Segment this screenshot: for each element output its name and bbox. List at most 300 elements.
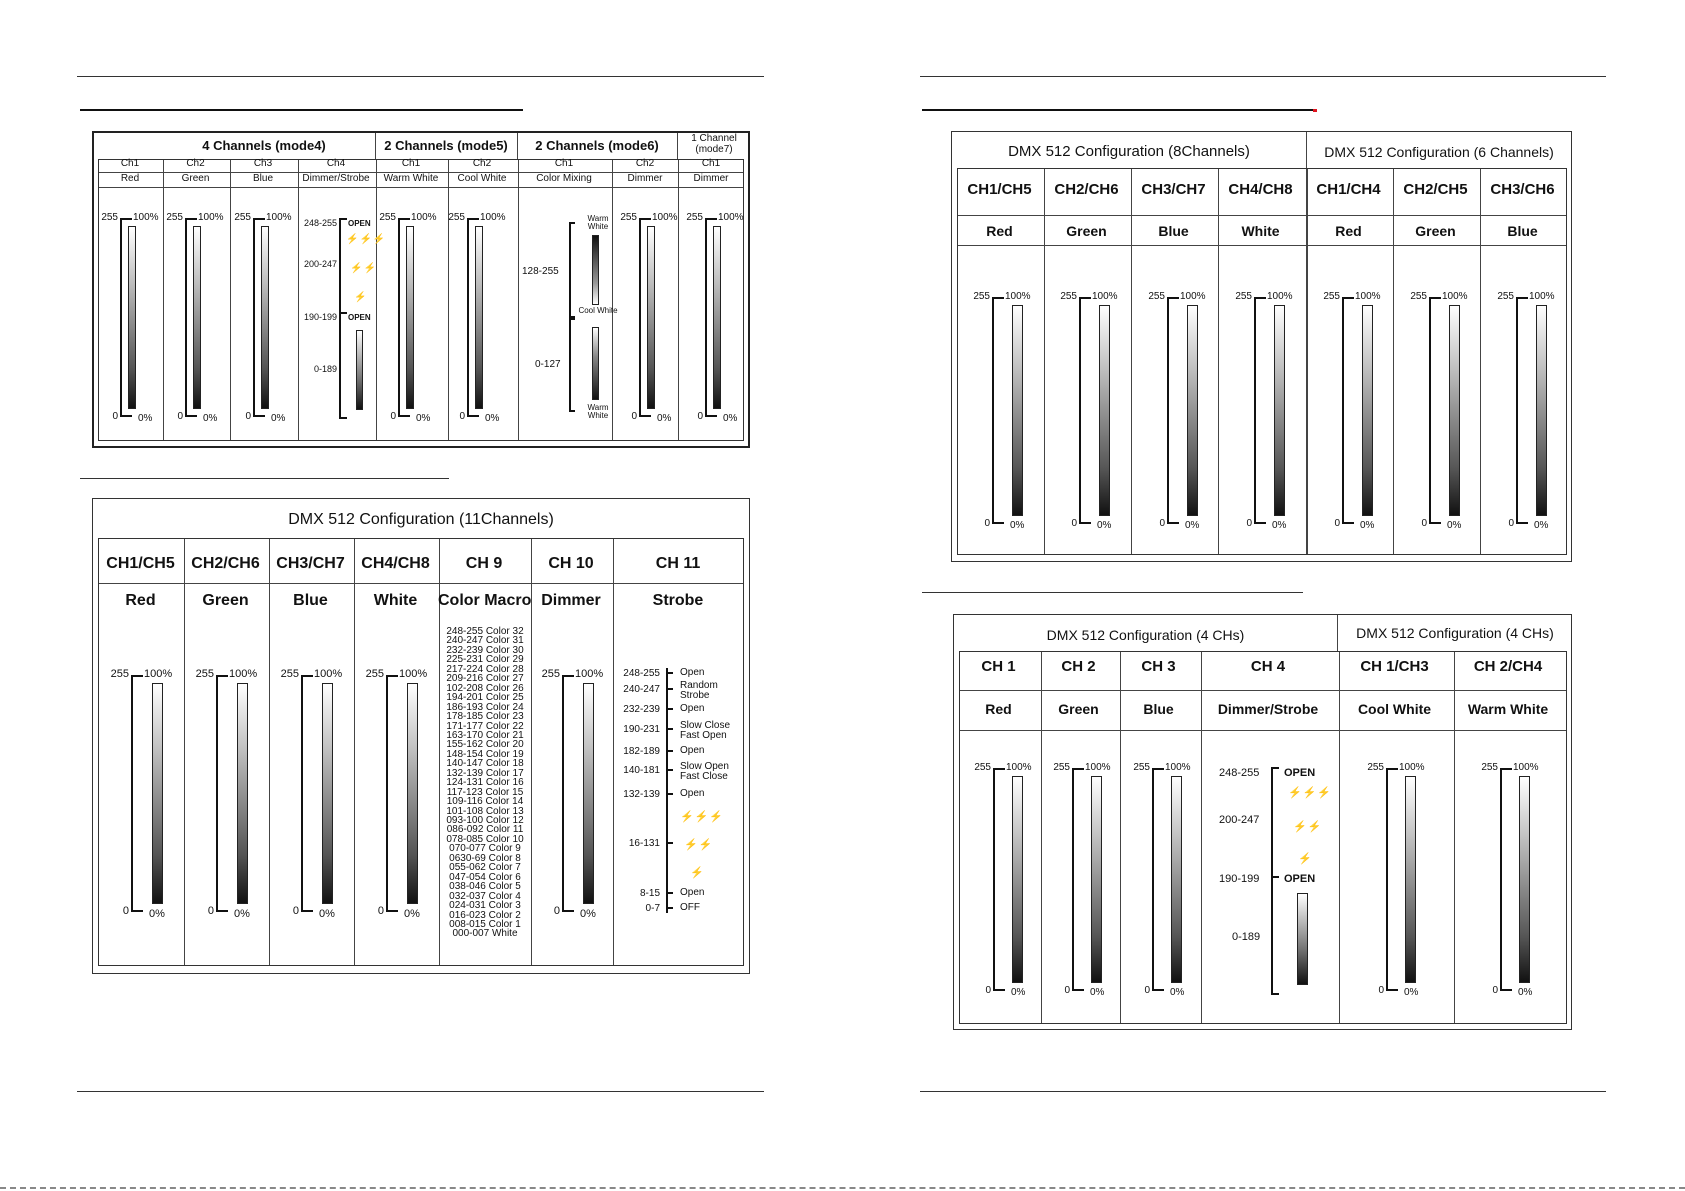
fader-bottom-value: 0 — [1421, 518, 1427, 529]
fader-top-value: 255 — [1367, 762, 1384, 773]
fader-top-value: 255 — [686, 212, 703, 223]
fader-bracket — [993, 768, 1005, 991]
macro-entry: 032-037 Color 4 — [449, 890, 521, 902]
fader-bottom-pct: 0% — [1534, 520, 1549, 531]
spine-tick — [339, 417, 347, 419]
function-label: Dimmer/Strobe — [1217, 701, 1319, 717]
strobe-desc: Open — [680, 667, 705, 678]
dimmer-strobe-spine — [1271, 767, 1273, 993]
fader-top-value: 255 — [166, 212, 183, 223]
strobe-range: 190-231 — [623, 724, 660, 735]
fader-bar — [1091, 776, 1102, 983]
range-label: 200-247 — [304, 259, 338, 269]
strobe-tick — [666, 708, 673, 710]
fader-bottom-pct: 0% — [404, 907, 420, 920]
macro-entry: 117-123 Color 15 — [446, 786, 524, 798]
fader-top-pct: 100% — [1006, 762, 1032, 773]
macro-entry: 093-100 Color 12 — [446, 815, 524, 826]
fader-bottom-value: 0 — [1508, 518, 1514, 529]
macro-entry: 0630-69 Color 8 — [449, 852, 521, 864]
macro-entry: 070-077 Color 9 — [449, 843, 521, 855]
fader-top-pct: 100% — [480, 212, 506, 223]
macro-entry: 109-116 Color 14 — [446, 796, 524, 808]
strobe-tick — [666, 892, 673, 894]
channel-label: Ch1 — [701, 158, 721, 169]
fader-bracket — [1152, 768, 1164, 991]
fader-bar — [1405, 776, 1416, 983]
channel-label: CH 2 — [1061, 658, 1096, 675]
fader-bar — [1187, 305, 1198, 516]
fader-bar — [1519, 776, 1530, 983]
strobe-desc: Open — [680, 887, 705, 898]
fader-top-pct: 100% — [718, 212, 744, 223]
function-label: Green — [1415, 223, 1456, 239]
fader-bottom-pct: 0% — [1185, 520, 1200, 531]
color-mix-bracket-hi — [569, 222, 575, 318]
macro-entry: 155-162 Color 20 — [446, 739, 524, 751]
fader-top-value: 255 — [379, 212, 396, 223]
lightning-icon: ⚡⚡⚡ — [1288, 787, 1333, 799]
fader-top-value: 255 — [1497, 291, 1514, 302]
function-label: Strobe — [652, 592, 704, 609]
spine-tick — [1271, 993, 1279, 995]
fader-bar — [1297, 893, 1308, 985]
strobe-desc: OFF — [680, 902, 700, 913]
strobe-desc: Open — [680, 788, 705, 799]
fader-bar — [406, 226, 414, 409]
panel-title: DMX 512 Configuration (8Channels) — [1008, 143, 1250, 160]
panel-title: DMX 512 Configuration (4 CHs) — [1046, 627, 1245, 643]
fader-top-pct: 100% — [1005, 291, 1031, 302]
function-label: Green — [1066, 223, 1107, 239]
fader-bottom-pct: 0% — [203, 413, 218, 424]
lightning-icon: ⚡ — [354, 292, 368, 303]
channel-label: CH 1/CH3 — [1360, 658, 1429, 675]
fader-bar — [152, 683, 163, 904]
fader-bottom-value: 0 — [122, 905, 129, 918]
fader-top-value: 255 — [1060, 291, 1077, 302]
macro-entry: 000-007 White — [452, 928, 518, 940]
channel-label: CH1/CH5 — [106, 555, 175, 572]
fader-bottom-value: 0 — [631, 411, 637, 422]
fader-top-pct: 100% — [1267, 291, 1293, 302]
fader-bottom-pct: 0% — [723, 413, 738, 424]
fader-bottom-pct: 0% — [1090, 987, 1105, 998]
fader-bar — [1012, 305, 1023, 516]
panel-4-chs — [953, 614, 1572, 1030]
macro-entry: 086-092 Color 11 — [446, 824, 524, 836]
function-label: Dimmer — [627, 173, 663, 184]
macro-entry: 217-224 Color 28 — [446, 663, 524, 675]
strobe-tick — [666, 769, 673, 771]
macro-entry: 124-131 Color 16 — [446, 777, 524, 789]
fader-bottom-pct: 0% — [580, 907, 596, 920]
macro-entry: 232-239 Color 30 — [446, 644, 524, 656]
fader-bottom-value: 0 — [1492, 985, 1498, 996]
dimmer-strobe-spine — [339, 218, 341, 418]
color-mix-bar-hi — [592, 235, 599, 305]
strobe-range: 132-139 — [623, 789, 660, 800]
fader-bottom-value: 0 — [1071, 518, 1077, 529]
section-rule-a — [80, 109, 523, 111]
right-page-bottom-rule — [920, 1091, 1606, 1092]
function-label: Blue — [252, 173, 273, 184]
macro-entry: 102-208 Color 26 — [446, 682, 524, 694]
fader-bracket — [992, 297, 1004, 524]
channel-label: Ch2 — [186, 158, 205, 169]
fader-bottom-pct: 0% — [1010, 520, 1025, 531]
section-rule-d — [922, 592, 1303, 593]
color-mix-bar-lo — [592, 327, 599, 400]
fader-bottom-value: 0 — [1246, 518, 1252, 529]
fader-bracket — [1386, 768, 1398, 991]
fader-bottom-value: 0 — [697, 411, 703, 422]
fader-bracket — [562, 675, 574, 912]
open-label: OPEN — [348, 313, 371, 322]
lightning-icon: ⚡⚡ — [684, 839, 714, 851]
channel-label: CH3/CH7 — [1141, 181, 1206, 198]
channel-label: CH 9 — [465, 555, 503, 572]
fader-bottom-pct: 0% — [1011, 987, 1026, 998]
channel-label: CH3/CH7 — [276, 555, 345, 572]
lightning-icon: ⚡ — [690, 867, 705, 879]
fader-bottom-pct: 0% — [657, 413, 672, 424]
function-label: Blue — [1158, 223, 1189, 239]
fader-bar — [1099, 305, 1110, 516]
strobe-tick — [666, 672, 673, 674]
range-label: 0-189 — [1232, 931, 1261, 943]
function-label: Red — [1335, 223, 1362, 239]
fader-bottom-pct: 0% — [1518, 987, 1533, 998]
spine-tick — [1271, 876, 1279, 878]
fader-bar — [356, 330, 363, 410]
strobe-desc: Random Strobe — [680, 680, 718, 701]
fader-bracket — [1516, 297, 1528, 524]
function-label: Green — [202, 592, 249, 609]
function-label: Color Macro — [438, 592, 532, 609]
function-label: Warm White — [1467, 701, 1549, 717]
left-page-top-rule — [77, 76, 764, 77]
channel-label: CH1/CH4 — [1316, 181, 1381, 198]
fader-bottom-pct: 0% — [485, 413, 500, 424]
range-label: 200-247 — [1219, 814, 1260, 826]
open-label: OPEN — [1284, 767, 1316, 779]
open-label: OPEN — [1284, 873, 1316, 885]
function-label: White — [373, 592, 418, 609]
channel-label: CH4/CH8 — [361, 555, 430, 572]
fader-bottom-value: 0 — [1064, 985, 1070, 996]
fader-top-value: 255 — [620, 212, 637, 223]
fader-bar — [1012, 776, 1023, 983]
panel-title: DMX 512 Configuration (4 CHs) — [1356, 625, 1554, 641]
fader-top-pct: 100% — [144, 668, 173, 681]
fader-bracket — [1500, 768, 1512, 991]
fader-bottom-pct: 0% — [1447, 520, 1462, 531]
fader-bottom-pct: 0% — [416, 413, 431, 424]
fader-bottom-value: 0 — [177, 411, 183, 422]
macro-entry: 248-255 Color 32 — [446, 626, 524, 637]
fader-bar — [1171, 776, 1182, 983]
strobe-desc: Open — [680, 703, 705, 714]
fader-bottom-pct: 0% — [138, 413, 153, 424]
range-label: 248-255 — [1219, 767, 1260, 779]
fader-top-value: 255 — [1410, 291, 1427, 302]
channel-label: CH 1 — [981, 658, 1016, 675]
fader-bottom-pct: 0% — [1097, 520, 1112, 531]
fader-bar — [237, 683, 248, 904]
fader-top-pct: 100% — [575, 668, 604, 681]
fader-bottom-value: 0 — [245, 411, 251, 422]
fader-bar — [1536, 305, 1547, 516]
macro-entry: 047-054 Color 6 — [449, 871, 521, 883]
fader-bottom-pct: 0% — [1170, 987, 1185, 998]
section-rule-c — [922, 109, 1313, 111]
group-title: 2 Channels (mode6) — [535, 138, 659, 153]
tone-label: Warm White — [587, 214, 609, 231]
fader-bracket — [1167, 297, 1179, 524]
channel-label: CH2/CH6 — [191, 555, 260, 572]
channel-label: CH 4 — [1250, 658, 1286, 675]
function-label: Cool White — [1357, 701, 1432, 717]
fader-bottom-pct: 0% — [1272, 520, 1287, 531]
fader-bottom-value: 0 — [1144, 985, 1150, 996]
fader-top-value: 255 — [1133, 762, 1150, 773]
page-edge-dash — [0, 1187, 1685, 1189]
fader-top-value: 255 — [1481, 762, 1498, 773]
channel-label: CH 2/CH4 — [1473, 658, 1543, 675]
fader-bottom-value: 0 — [207, 905, 214, 918]
range-label: 248-255 — [304, 218, 338, 228]
fader-bar — [475, 226, 483, 409]
channel-label: CH1/CH5 — [967, 181, 1032, 198]
lightning-icon: ⚡⚡⚡ — [680, 811, 725, 823]
fader-top-pct: 100% — [1085, 762, 1111, 773]
strobe-range: 16-131 — [628, 838, 660, 849]
fader-bar — [128, 226, 136, 409]
fader-bottom-value: 0 — [377, 905, 384, 918]
fader-bracket — [1072, 768, 1084, 991]
macro-entry: 140-147 Color 18 — [446, 758, 524, 770]
fader-bracket — [1079, 297, 1091, 524]
spine-tick — [339, 312, 347, 314]
strobe-tick — [666, 793, 673, 795]
fader-bottom-value: 0 — [984, 518, 990, 529]
channel-label: CH4/CH8 — [1228, 181, 1293, 198]
fader-bar — [261, 226, 269, 409]
panel-title: DMX 512 Configuration (6 Channels) — [1324, 144, 1554, 160]
fader-bar — [583, 683, 594, 904]
lightning-icon: ⚡⚡ — [350, 263, 377, 274]
group-title: 2 Channels (mode5) — [384, 138, 508, 153]
function-label: Red — [986, 223, 1013, 239]
macro-entry: 186-193 Color 24 — [446, 701, 524, 713]
fader-top-pct: 100% — [1399, 762, 1425, 773]
channel-label: CH3/CH6 — [1490, 181, 1555, 198]
fader-bottom-value: 0 — [459, 411, 465, 422]
fader-top-value: 255 — [541, 668, 560, 681]
strobe-tick — [666, 750, 673, 752]
function-label: Blue — [1507, 223, 1538, 239]
range-label: 0-189 — [314, 364, 338, 374]
macro-entry: 209-216 Color 27 — [446, 673, 524, 685]
fader-top-pct: 100% — [1442, 291, 1468, 302]
fader-top-value: 255 — [974, 762, 991, 773]
fader-bottom-pct: 0% — [234, 907, 250, 920]
fader-top-value: 255 — [280, 668, 299, 681]
macro-entry: 171-177 Color 22 — [446, 720, 524, 732]
group-title: 1 Channel (mode7) — [691, 133, 737, 155]
strobe-tick — [666, 907, 673, 909]
macro-entry: 240-247 Color 31 — [446, 635, 524, 647]
fader-top-value: 255 — [195, 668, 214, 681]
section-rule-b — [80, 478, 449, 479]
fader-bracket — [131, 675, 143, 912]
fader-top-pct: 100% — [1180, 291, 1206, 302]
fader-top-value: 255 — [1053, 762, 1070, 773]
open-label: OPEN — [348, 219, 371, 228]
macro-entry: 024-031 Color 3 — [449, 900, 521, 912]
channel-label: CH 10 — [548, 555, 594, 572]
panel-title: DMX 512 Configuration (11Channels) — [288, 511, 554, 528]
fader-bracket — [216, 675, 228, 912]
range-label: 190-199 — [304, 312, 338, 322]
right-page-top-rule — [920, 76, 1606, 77]
fader-bracket — [386, 675, 398, 912]
macro-entry: 008-015 Color 1 — [449, 918, 521, 930]
fader-bottom-pct: 0% — [1404, 987, 1419, 998]
fader-bottom-value: 0 — [1378, 985, 1384, 996]
function-label: Red — [985, 701, 1012, 717]
strobe-desc: Slow Close Fast Open — [680, 720, 731, 741]
function-label: Dimmer — [541, 592, 601, 609]
macro-entry: 163-170 Color 21 — [446, 729, 524, 741]
fader-bar — [193, 226, 201, 409]
fader-top-pct: 100% — [1355, 291, 1381, 302]
function-label: Color Mixing — [536, 173, 592, 184]
range-label: 0-127 — [535, 359, 561, 370]
fader-bottom-value: 0 — [390, 411, 396, 422]
function-label: Dimmer/Strobe — [302, 173, 370, 184]
range-label: 190-199 — [1219, 873, 1260, 885]
fader-top-value: 255 — [1235, 291, 1252, 302]
macro-entry: 016-023 Color 2 — [449, 909, 521, 921]
fader-top-value: 255 — [234, 212, 251, 223]
range-label: 128-255 — [522, 266, 559, 277]
channel-label: CH2/CH6 — [1054, 181, 1119, 198]
macro-entry: 132-139 Color 17 — [446, 767, 524, 779]
fader-bar — [407, 683, 418, 904]
fader-bottom-pct: 0% — [149, 907, 165, 920]
function-label: Blue — [293, 592, 328, 609]
fader-top-pct: 100% — [411, 212, 437, 223]
fader-bracket — [1254, 297, 1266, 524]
fader-bottom-pct: 0% — [319, 907, 335, 920]
fader-bottom-value: 0 — [1334, 518, 1340, 529]
strobe-tick — [666, 728, 673, 730]
fader-top-value: 255 — [1323, 291, 1340, 302]
channel-label: Ch2 — [472, 158, 492, 169]
strobe-range: 8-15 — [639, 888, 660, 899]
lightning-icon: ⚡ — [1298, 853, 1313, 865]
strobe-desc: Slow Open Fast Close — [680, 761, 729, 782]
strobe-range: 140-181 — [623, 765, 660, 776]
section-rule-c-accent — [1313, 109, 1317, 112]
fader-top-value: 255 — [1148, 291, 1165, 302]
fader-top-pct: 100% — [314, 668, 343, 681]
function-label: Green — [1058, 701, 1099, 717]
function-label: Red — [125, 592, 156, 609]
spine-tick — [1271, 767, 1279, 769]
fader-bar — [1449, 305, 1460, 516]
lightning-icon: ⚡⚡⚡ — [346, 234, 387, 245]
strobe-range: 0-7 — [645, 903, 660, 914]
channel-label: CH 11 — [655, 555, 701, 572]
channel-label: Ch1 — [554, 158, 574, 169]
macro-entry: 101-108 Color 13 — [446, 805, 524, 817]
tone-label: Cool White — [578, 306, 618, 315]
fader-top-pct: 100% — [229, 668, 258, 681]
function-label: Warm White — [383, 173, 439, 184]
channel-label: CH 3 — [1141, 658, 1176, 675]
fader-bar — [647, 226, 655, 409]
macro-entry: 194-201 Color 25 — [446, 692, 524, 704]
strobe-range: 182-189 — [623, 746, 660, 757]
fader-top-pct: 100% — [1092, 291, 1118, 302]
strobe-range: 240-247 — [623, 684, 660, 695]
fader-top-pct: 100% — [1529, 291, 1555, 302]
fader-bar — [322, 683, 333, 904]
function-label: Blue — [1143, 701, 1174, 717]
strobe-desc: Open — [680, 745, 705, 756]
fader-bottom-value: 0 — [1159, 518, 1165, 529]
macro-entry: 038-046 Color 5 — [449, 881, 521, 893]
function-label: White — [1241, 223, 1280, 239]
fader-bracket — [1342, 297, 1354, 524]
fader-top-value: 255 — [101, 212, 118, 223]
function-label: Cool White — [457, 173, 507, 184]
strobe-range: 232-239 — [623, 704, 660, 715]
fader-top-value: 255 — [973, 291, 990, 302]
fader-top-pct: 100% — [1513, 762, 1539, 773]
color-mix-bracket-lo — [569, 318, 575, 412]
channel-label: Ch1 — [401, 158, 421, 169]
function-label: Red — [120, 173, 140, 184]
fader-bottom-value: 0 — [985, 985, 991, 996]
fader-bracket — [1429, 297, 1441, 524]
function-label: Green — [181, 173, 210, 184]
macro-entry: 225-231 Color 29 — [446, 654, 524, 666]
channel-label: Ch1 — [120, 158, 140, 169]
strobe-spine — [666, 668, 668, 913]
fader-bar — [713, 226, 721, 409]
macro-entry: 055-062 Color 7 — [449, 862, 521, 874]
fader-top-pct: 100% — [1165, 762, 1191, 773]
strobe-range: 248-255 — [623, 668, 660, 679]
channel-label: Ch4 — [326, 158, 346, 169]
fader-bar — [1274, 305, 1285, 516]
tone-label: Warm White — [587, 403, 609, 420]
fader-bottom-pct: 0% — [1360, 520, 1375, 531]
fader-bottom-value: 0 — [553, 905, 560, 918]
fader-bracket — [301, 675, 313, 912]
fader-top-value: 255 — [448, 212, 465, 223]
group-title: 4 Channels (mode4) — [202, 138, 326, 153]
fader-bottom-value: 0 — [292, 905, 299, 918]
channel-label: CH2/CH5 — [1403, 181, 1468, 198]
spine-tick — [339, 218, 347, 220]
left-page-bottom-rule — [77, 1091, 764, 1092]
macro-entry: 178-185 Color 23 — [446, 711, 524, 723]
